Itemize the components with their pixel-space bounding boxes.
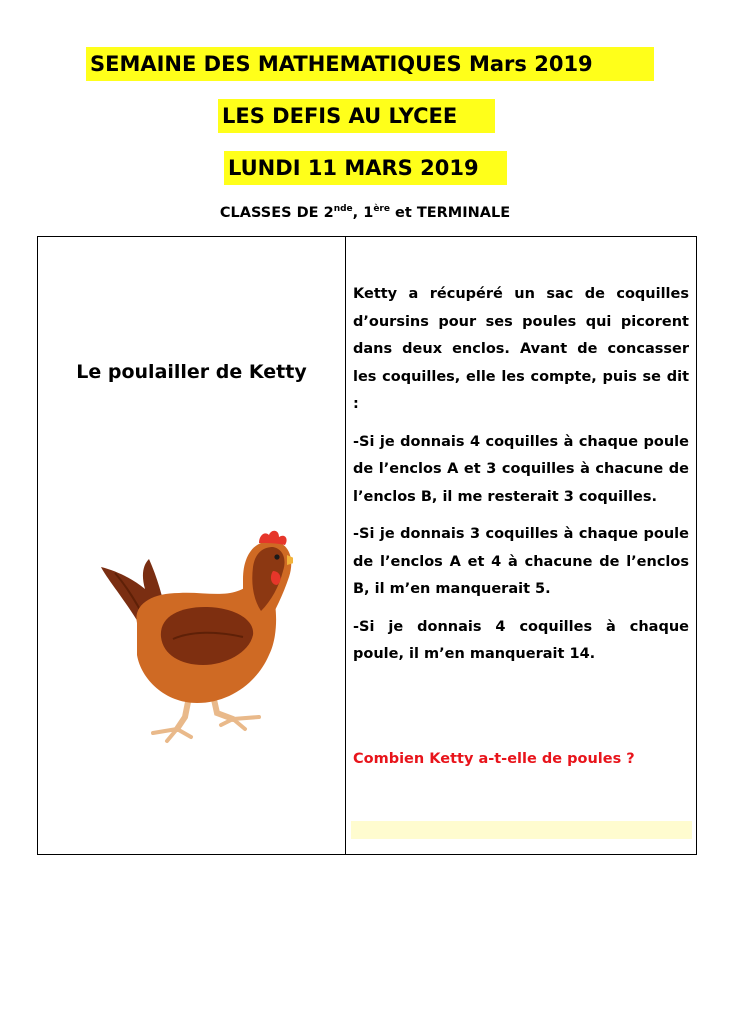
problem-paragraph-intro: Ketty a récupéré un sac de coquilles d’oursins pour ses poules qui picorent dans deux enclos. Avant de concasser les coquilles, elle les compte, puis se dit : (353, 286, 689, 412)
problem-paragraph-case1: -Si je donnais 4 coquilles à chaque poule de l’enclos A et 3 coquilles à chacune de l’enclos B, il me resterait 3 coquilles. (353, 433, 689, 505)
classes-line (0, 204, 730, 221)
hen-icon (93, 527, 293, 747)
classes-sup-ere: ère (373, 204, 390, 214)
classes-mid: , 1 (352, 205, 374, 221)
classes-prefix: CLASSES DE 2 (219, 205, 334, 221)
header-title-week: SEMAINE DES MATHEMATIQUES Mars 2019 (86, 47, 654, 81)
header-title-date: LUNDI 11 MARS 2019 (224, 151, 507, 185)
problem-statement (353, 281, 689, 679)
column-divider (345, 237, 346, 854)
problem-title: Le poulailler de Ketty (76, 361, 307, 383)
problem-table (37, 236, 697, 855)
classes-sup-nde: nde (333, 204, 353, 214)
problem-paragraph-case3: -Si je donnais 4 coquilles à chaque poule, il m’en manquerait 14. (353, 618, 689, 662)
header-title-challenges: LES DEFIS AU LYCEE (218, 99, 495, 133)
problem-question: Combien Ketty a-t-elle de poules ? (353, 751, 635, 767)
problem-paragraph-case2: -Si je donnais 3 coquilles à chaque poule de l’enclos A et 4 à chacune de l’enclos B, il m’en manquerait 5. (353, 526, 689, 597)
classes-suffix: et TERMINALE (389, 205, 511, 221)
answer-area[interactable] (351, 821, 692, 839)
